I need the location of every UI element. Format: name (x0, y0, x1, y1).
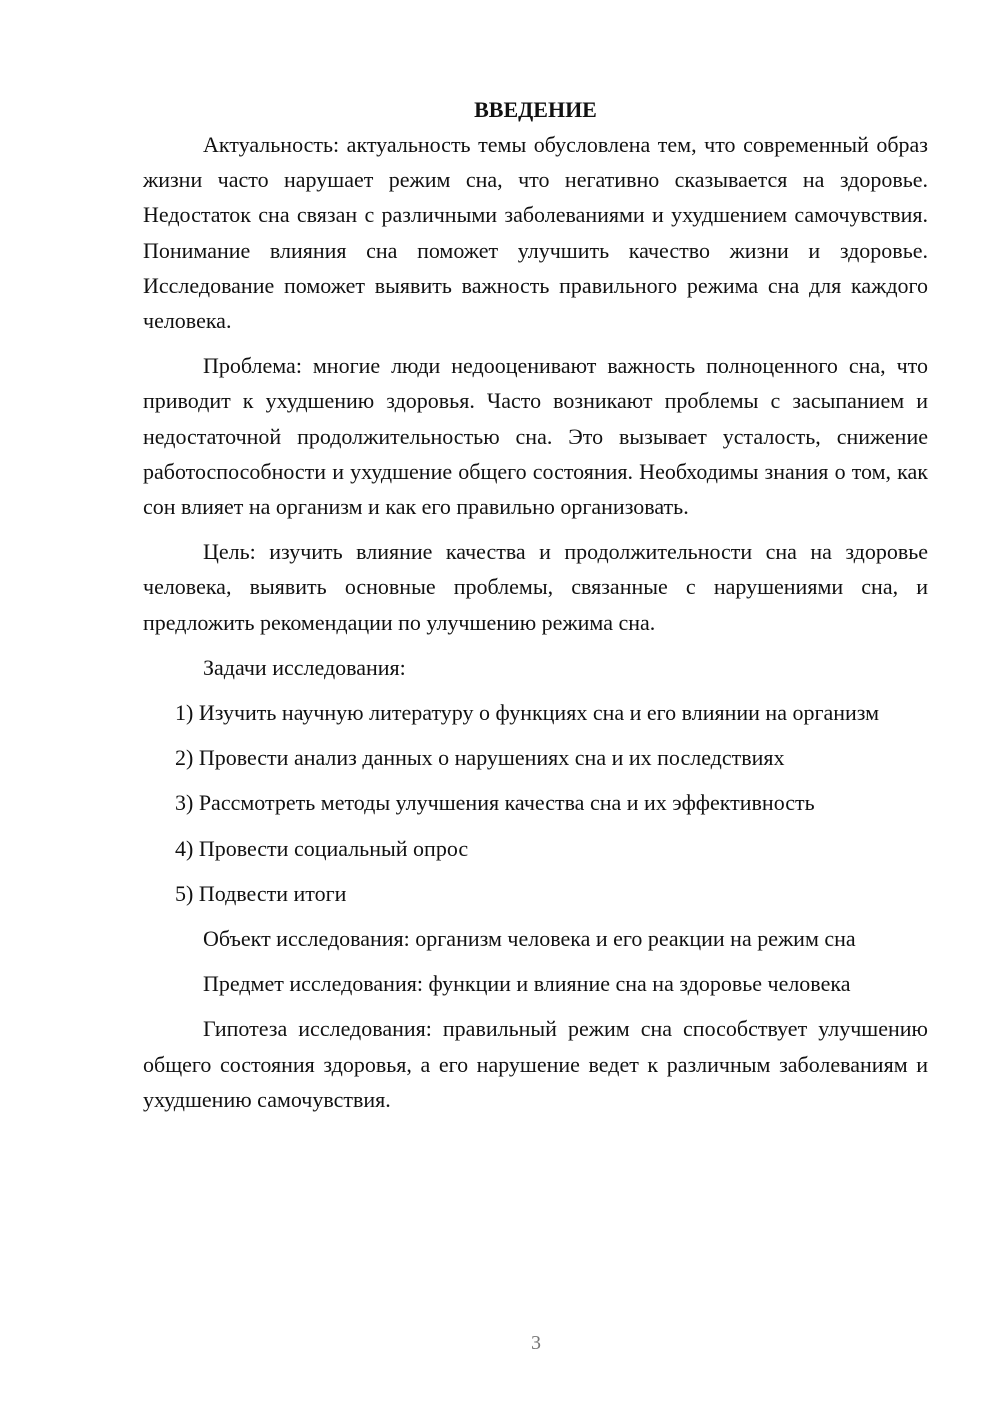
paragraph-object: Объект исследования: организм человека и его реакции на режим сна (203, 926, 856, 952)
task-item: 5) Подвести итоги (175, 880, 347, 906)
paragraph-goal: Цель: изучить влияние качества и продолжительности сна на здоровье человека, выявить основные проблемы, связанные с нарушениями сна, и предложить рекомендации по улучшению режима сна. (143, 539, 928, 635)
task-item: 3) Рассмотреть методы улучшения качества сна и их эффективность (175, 790, 815, 816)
document-body (143, 92, 928, 1117)
task-item: 2) Провести анализ данных о нарушениях сна и их последствиях (175, 745, 785, 771)
page-number: 3 (531, 1332, 541, 1354)
paragraph-relevance: Актуальность: актуальность темы обусловлена тем, что современный образ жизни часто нарушает режим сна, что негативно сказывается на здоровье. Недостаток сна связан с различными заболеваниями и ухудшением самочувствия. Понимание влияния сна поможет улучшить качество жизни и здоровье. Исследование поможет выявить важность правильного режима сна для каждого человека. (143, 132, 928, 334)
paragraph-hypothesis: Гипотеза исследования: правильный режим сна способствует улучшению общего состояния здоровья, а его нарушение ведет к различным заболеваниям и ухудшению самочувствия. (143, 1016, 928, 1112)
task-item: 1) Изучить научную литературу о функциях сна и его влиянии на организм (175, 700, 880, 726)
tasks-heading: Задачи исследования: (203, 654, 406, 680)
paragraph-subject: Предмет исследования: функции и влияние сна на здоровье человека (203, 971, 851, 997)
document-title: ВВЕДЕНИЕ (474, 97, 597, 122)
task-item: 4) Провести социальный опрос (175, 835, 469, 861)
paragraph-problem: Проблема: многие люди недооценивают важность полноценного сна, что приводит к ухудшению здоровья. Часто возникают проблемы с засыпанием и недостаточной продолжительностью сна. Это вызывает усталость, снижение работоспособности и ухудшение общего состояния. Необходимы знания о том, как сон влияет на организм и как его правильно организовать. (143, 353, 928, 520)
